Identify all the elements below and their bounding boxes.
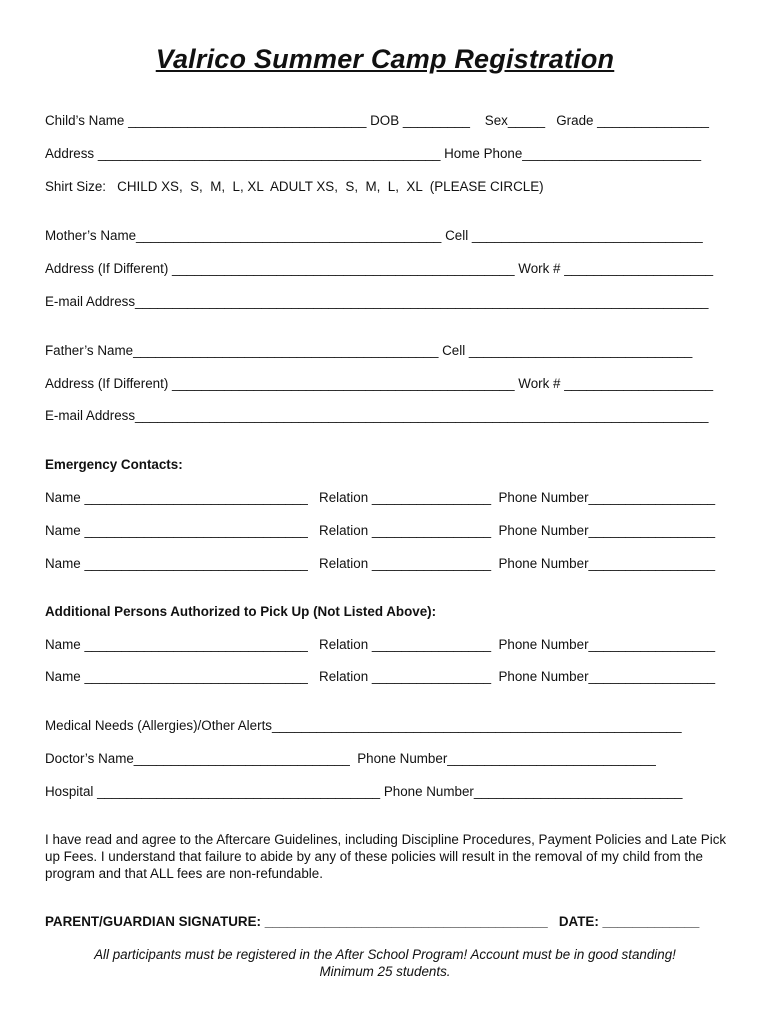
mother-email-row[interactable]: E-mail Address_____________________________________________________________________________ [45,294,709,309]
page-title: Valrico Summer Camp Registration [155,44,615,74]
emergency-heading: Emergency Contacts: [45,457,183,472]
child-address-row[interactable]: Address ______________________________________________ Home Phone________________________ [45,146,702,161]
authorized-row-1[interactable]: Name ______________________________ Relation ________________ Phone Number_________________ [45,637,716,652]
shirt-size-row[interactable]: Shirt Size: CHILD XS, S, M, L, XL ADULT XS, S, M, L, XL (PLEASE CIRCLE) [45,179,544,194]
doctor-row[interactable]: Doctor’s Name_____________________________ Phone Number____________________________ [45,751,656,766]
footer-line-2: Minimum 25 students. [319,964,451,979]
footer-line-1: All participants must be registered in the After School Program! Account must be in good standing! [94,947,676,962]
authorized-row-2[interactable]: Name ______________________________ Relation ________________ Phone Number_________________ [45,669,716,684]
medical-alerts-row[interactable]: Medical Needs (Allergies)/Other Alerts_______________________________________________________ [45,718,682,733]
emergency-row-2[interactable]: Name ______________________________ Relation ________________ Phone Number_________________ [45,523,716,538]
hospital-row[interactable]: Hospital ______________________________________ Phone Number____________________________ [45,784,683,799]
footer-note [0,946,770,980]
authorized-heading: Additional Persons Authorized to Pick Up (Not Listed Above): [45,604,437,619]
agreement-paragraph: I have read and agree to the Aftercare Guidelines, including Discipline Procedures, Payment Policies and Late Pick up Fees. I understand that failure to abide by any of these policies will result in the removal of my child from the program and that ALL fees are non-refundable. [45,832,727,881]
signature-row[interactable]: PARENT/GUARDIAN SIGNATURE: ______________________________________ DATE: _____________ [45,914,700,929]
emergency-row-3[interactable]: Name ______________________________ Relation ________________ Phone Number_________________ [45,556,716,571]
mother-address-row[interactable]: Address (If Different) ______________________________________________ Work # ____________________ [45,261,714,276]
father-name-row[interactable]: Father’s Name_________________________________________ Cell ______________________________ [45,343,693,358]
child-name-row[interactable]: Child’s Name ________________________________ DOB _________ Sex_____ Grade _______________ [45,113,709,128]
father-email-row[interactable]: E-mail Address_____________________________________________________________________________ [45,408,709,423]
emergency-row-1[interactable]: Name ______________________________ Relation ________________ Phone Number_________________ [45,490,716,505]
father-address-row[interactable]: Address (If Different) ______________________________________________ Work # ____________________ [45,376,714,391]
mother-name-row[interactable]: Mother’s Name_________________________________________ Cell _______________________________ [45,228,703,243]
